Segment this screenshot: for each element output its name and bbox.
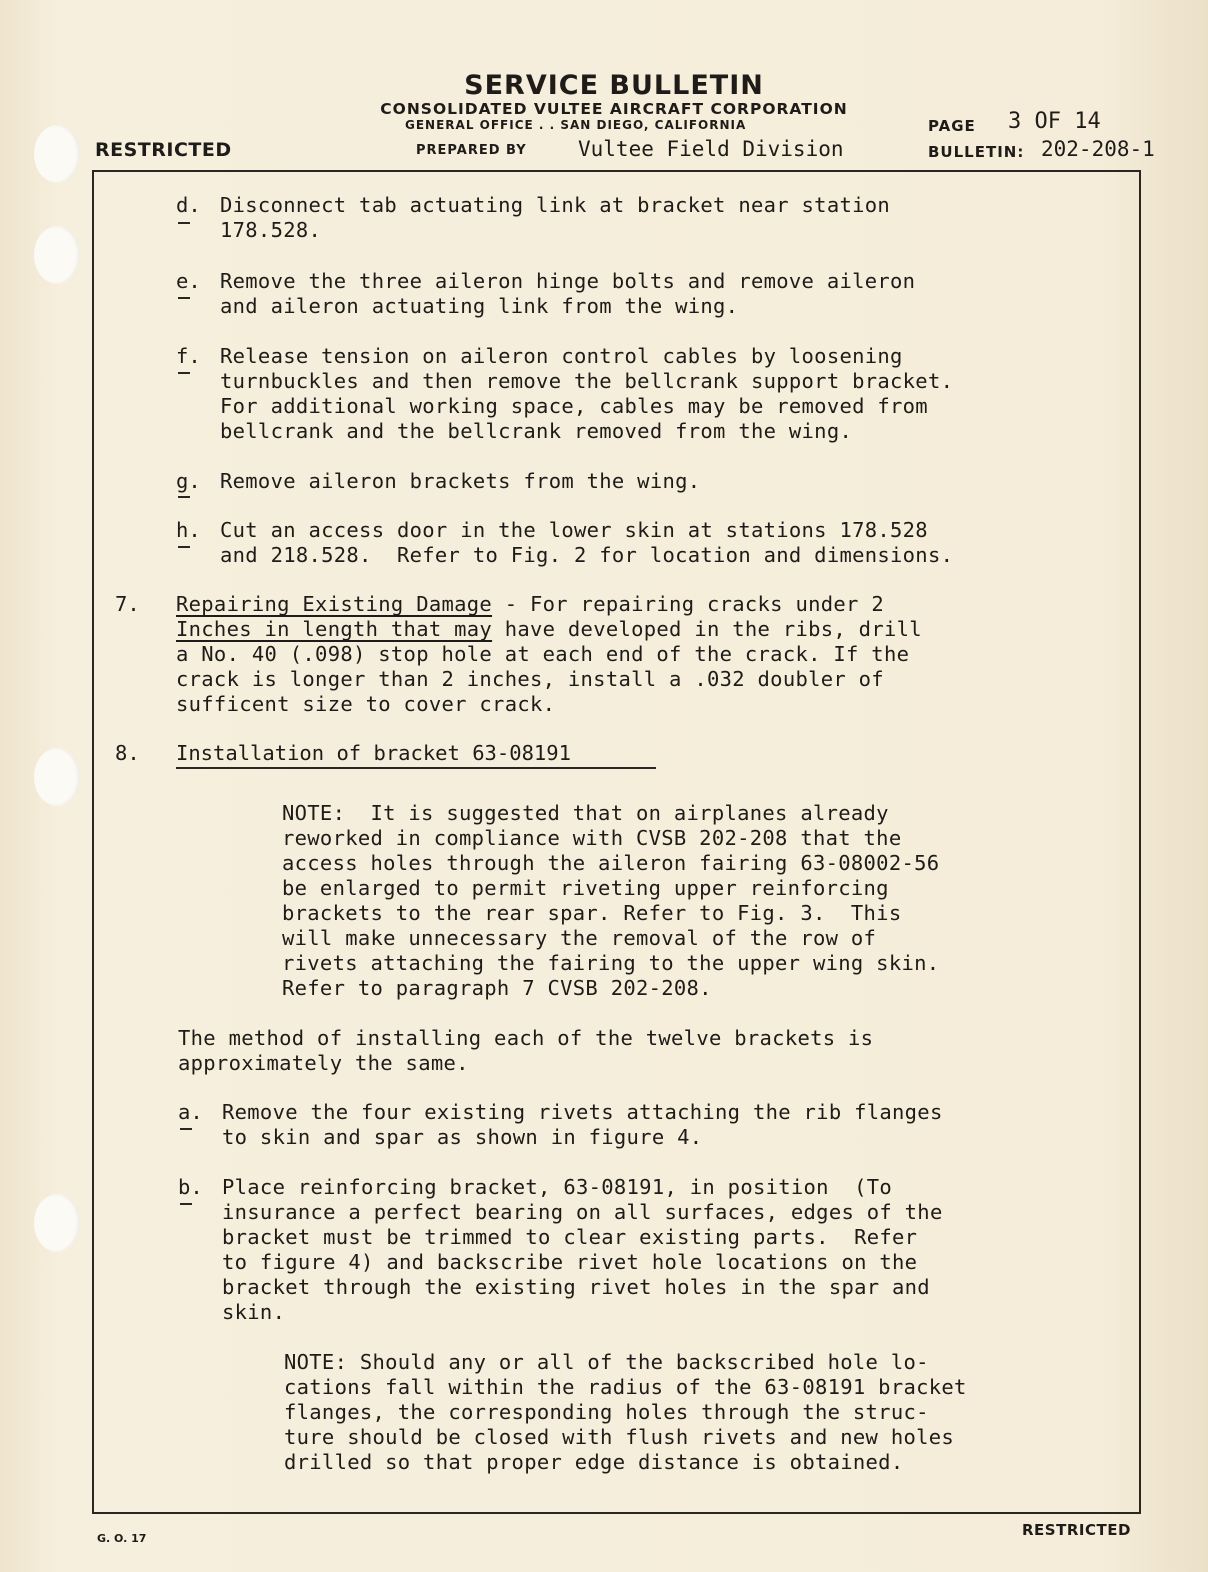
office-line: GENERAL OFFICE . . SAN DIEGO, CALIFORNIA — [405, 118, 747, 132]
section7-line2-rest: have developed in the ribs, drill — [492, 617, 922, 641]
step-line: to skin and spar as shown in figure 4. — [222, 1125, 703, 1149]
section7-line: a No. 40 (.098) stop hole at each end of the crack. If the — [176, 642, 910, 666]
marker-underline — [178, 222, 190, 224]
bulletin-label: BULLETIN: — [928, 143, 1025, 161]
step-line: to figure 4) and backscribe rivet hole locations on the — [222, 1250, 918, 1274]
restricted-label-bottom: RESTRICTED — [1022, 1521, 1131, 1539]
restricted-label-top: RESTRICTED — [95, 139, 232, 161]
note-line: NOTE: Should any or all of the backscribed hole lo- — [284, 1350, 929, 1374]
page-value: 3 OF 14 — [1008, 109, 1101, 134]
step-marker: d. — [176, 193, 201, 217]
step-marker: e. — [176, 269, 201, 293]
marker-underline — [178, 496, 190, 498]
page-label: PAGE — [928, 117, 976, 135]
note-line: flanges, the corresponding holes through the struc- — [284, 1400, 929, 1424]
note-line: drilled so that proper edge distance is obtained. — [284, 1450, 904, 1474]
step-marker: h. — [176, 518, 201, 542]
note-line: brackets to the rear spar. Refer to Fig. 3. This — [282, 901, 902, 925]
step-line: For additional working space, cables may be removed from — [220, 394, 928, 418]
section7-line1-rest: - For repairing cracks under 2 — [492, 592, 884, 616]
step-line: 178.528. — [220, 218, 322, 242]
section8-heading: Installation of bracket 63-08191 — [176, 741, 571, 765]
step-line: bracket must be trimmed to clear existing parts. Refer — [222, 1225, 918, 1249]
marker-underline — [180, 1128, 192, 1130]
section8-heading-underline — [176, 767, 656, 769]
step-marker: f. — [176, 344, 201, 368]
note-line: will make unnecessary the removal of the row of — [282, 926, 877, 950]
intro-line: approximately the same. — [178, 1051, 469, 1075]
note-line: NOTE: It is suggested that on airplanes already — [282, 801, 889, 825]
bulletin-title: SERVICE BULLETIN — [464, 70, 764, 101]
note-line: Refer to paragraph 7 CVSB 202-208. — [282, 976, 712, 1000]
section-number: 8. — [115, 741, 140, 765]
marker-underline — [178, 372, 190, 374]
section7-underlined-text: Inches in length that may — [176, 617, 493, 641]
bulletin-number: 202-208-1 — [1041, 137, 1155, 161]
step-line: skin. — [222, 1300, 286, 1324]
section7-line: sufficent size to cover crack. — [176, 692, 556, 716]
section7-line1 — [176, 592, 884, 617]
step-line: and aileron actuating link from the wing. — [220, 294, 739, 318]
note-line: access holes through the aileron fairing 63-08002-56 — [282, 851, 940, 875]
marker-underline — [178, 297, 190, 299]
section-number: 7. — [115, 592, 140, 616]
step-line: Remove the three aileron hinge bolts and remove aileron — [220, 269, 916, 293]
marker-underline — [180, 1203, 192, 1205]
corporation-name: CONSOLIDATED VULTEE AIRCRAFT CORPORATION — [380, 100, 848, 118]
step-line: turnbuckles and then remove the bellcrank support bracket. — [220, 369, 954, 393]
note-line: cations fall within the radius of the 63-08191 bracket — [284, 1375, 967, 1399]
intro-line: The method of installing each of the twelve brackets is — [178, 1026, 874, 1050]
step-line: bellcrank and the bellcrank removed from the wing. — [220, 419, 853, 443]
note-line: rivets attaching the fairing to the upper wing skin. — [282, 951, 940, 975]
step-line: Disconnect tab actuating link at bracket near station — [220, 193, 891, 217]
marker-underline — [178, 546, 190, 548]
step-line: bracket through the existing rivet holes in the spar and — [222, 1275, 930, 1299]
prepared-by-label: PREPARED BY — [416, 143, 527, 158]
note-line: be enlarged to permit riveting upper reinforcing — [282, 876, 889, 900]
prepared-by-value: Vultee Field Division — [578, 137, 844, 161]
form-code: G. O. 17 — [97, 1532, 147, 1545]
note-line: ture should be closed with flush rivets and new holes — [284, 1425, 955, 1449]
section7-line2 — [176, 617, 922, 642]
step-line: insurance a perfect bearing on all surfaces, edges of the — [222, 1200, 943, 1224]
section7-heading: Repairing Existing Damage — [176, 592, 493, 616]
note-line: reworked in compliance with CVSB 202-208 that the — [282, 826, 902, 850]
step-line: and 218.528. Refer to Fig. 2 for location and dimensions. — [220, 543, 954, 567]
step-line: Remove the four existing rivets attaching the rib flanges — [222, 1100, 943, 1124]
step-line: Remove aileron brackets from the wing. — [220, 469, 701, 493]
step-line: Release tension on aileron control cables by loosening — [220, 344, 903, 368]
section7-line: crack is longer than 2 inches, install a .032 doubler of — [176, 667, 884, 691]
step-marker: g. — [176, 469, 201, 493]
step-marker: b. — [178, 1175, 203, 1199]
step-line: Place reinforcing bracket, 63-08191, in position (To — [222, 1175, 893, 1199]
step-line: Cut an access door in the lower skin at stations 178.528 — [220, 518, 928, 542]
step-marker: a. — [178, 1100, 203, 1124]
